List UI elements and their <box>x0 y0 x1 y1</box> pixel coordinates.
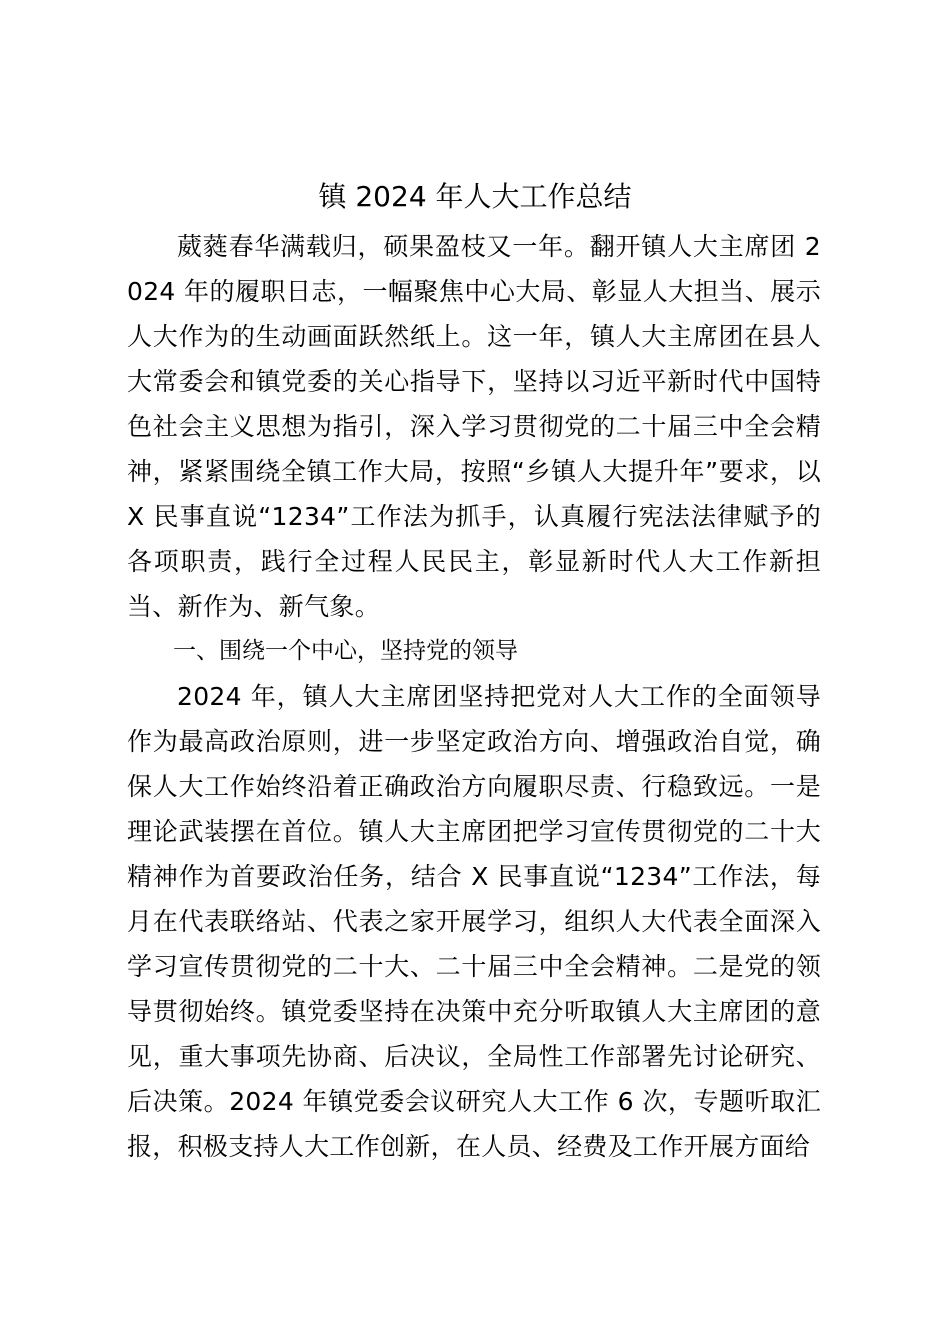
section-1-paragraph: 2024 年，镇人大主席团坚持把党对人大工作的全面领导作为最高政治原则，进一步坚定政治方向、增强政治自觉，确保人大工作始终沿着正确政治方向履职尽责、行稳致远。一是理论武装摆在首位。镇人大主席团把学习宣传贯彻党的二十大精神作为首要政治任务，结合 X 民事直说“1234”工作法，每月在代表联络站、代表之家开展学习，组织人大代表全面深入学习宣传贯彻党的二十大、二十届三中全会精神。二是党的领导贯彻始终。镇党委坚持在决策中充分听取镇人大主席团的意见，重大事项先协商、后决议，全局性工作部署先讨论研究、后决策。2024 年镇党委会议研究人大工作 6 次，专题听取汇报，积极支持人大工作创新，在人员、经费及工作开展方面给 <box>127 682 821 1161</box>
intro-paragraph: 葳蕤春华满载归，硕果盈枝又一年。翻开镇人大主席团 2024 年的履职日志，一幅聚焦中心大局、彰显人大担当、展示人大作为的生动画面跃然纸上。这一年，镇人大主席团在县人大常委会和镇党委的关心指导下，坚持以习近平新时代中国特色社会主义思想为指引，深入学习贯彻党的二十届三中全会精神，紧紧围绕全镇工作大局，按照“乡镇人大提升年”要求，以 X 民事直说“1234”工作法为抓手，认真履行宪法法律赋予的各项职责，践行全过程人民民主，彰显新时代人大工作新担当、新作为、新气象。 <box>127 232 821 621</box>
document-body <box>127 224 821 1169</box>
section-heading-1: 一、围绕一个中心，坚持党的领导 <box>173 638 518 664</box>
document-title: 镇 2024 年人大工作总结 <box>318 180 632 213</box>
